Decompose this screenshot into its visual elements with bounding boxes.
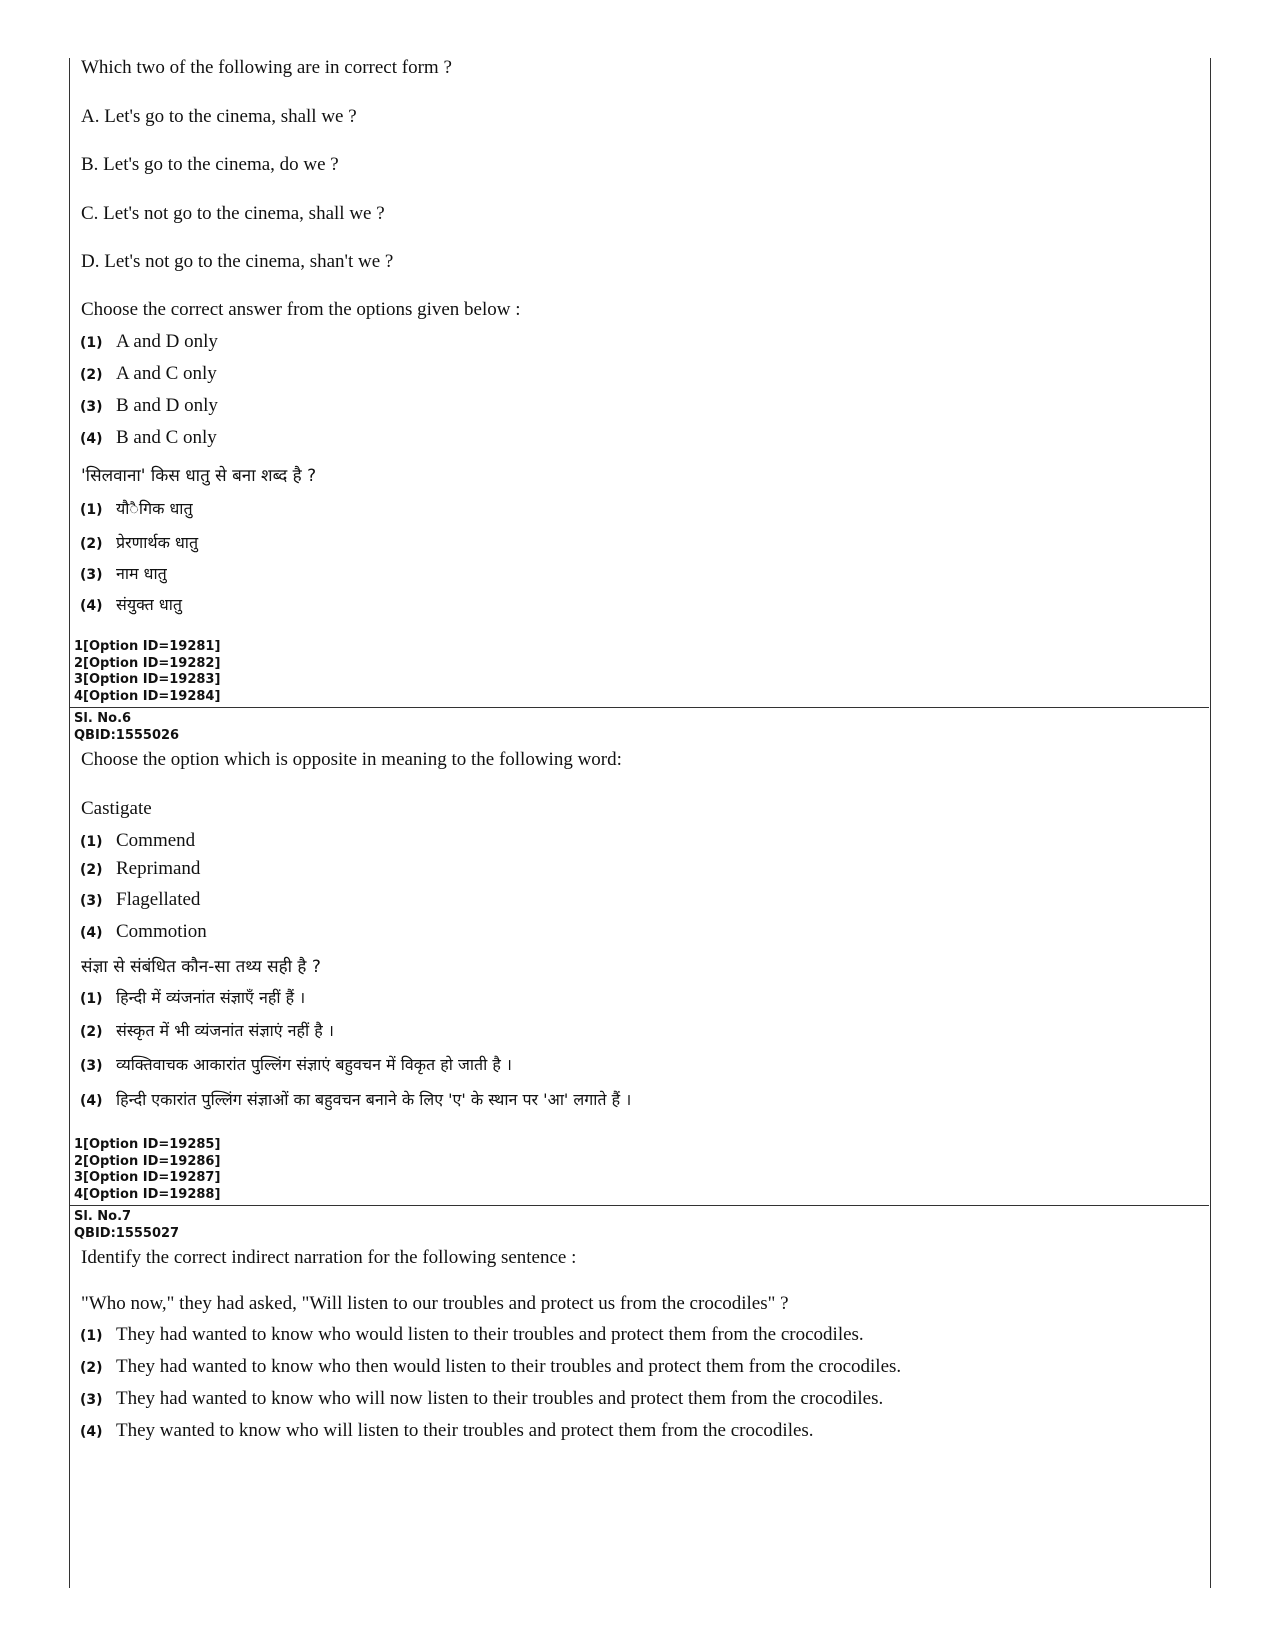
option-number: (1) [80,335,103,351]
option-number: (2) [80,1024,103,1040]
option-text: They had wanted to know who will now listen to their troubles and protect them from the crocodiles. [116,1388,884,1409]
hindi-question-stem: संज्ञा से संबंधित कौन-सा तथ्य सही है ? [81,957,321,977]
option-id: 4[Option ID=19284] [74,688,221,704]
hindi-option-2 [80,531,198,553]
option-id: 2[Option ID=19286] [74,1153,221,1169]
statement-c: C. Let's not go to the cinema, shall we ? [81,203,385,224]
option-number: (2) [80,862,103,878]
option-number: (4) [80,431,103,447]
option-4 [80,921,207,943]
hindi-option-2 [80,1019,334,1041]
serial-number: Sl. No.6 [74,711,132,726]
option-4 [80,1420,814,1442]
option-text: A and D only [116,331,218,352]
option-number: (4) [80,1424,103,1440]
option-2 [80,858,200,880]
section-divider-q6 [70,707,1209,708]
option-number: (3) [80,567,103,583]
option-text: Commend [116,830,196,851]
option-id: 1[Option ID=19285] [74,1137,221,1152]
option-number: (1) [80,502,103,518]
option-number: (1) [80,834,103,850]
option-number: (4) [80,925,103,941]
option-text: व्यक्तिवाचक आकारांत पुल्लिंग संज्ञाएं बहुवचन में विकृत हो जाती है । [116,1055,512,1074]
option-text: Reprimand [116,858,201,879]
hindi-option-1 [80,986,305,1008]
question-header [74,1209,179,1242]
statement-a: A. Let's go to the cinema, shall we ? [81,106,357,127]
option-text: प्रेरणार्थक धातु [116,533,199,552]
option-3 [80,1388,883,1410]
option-number: (2) [80,1360,103,1376]
question-stem: Which two of the following are in correct form ? [81,57,452,78]
option-id: 3[Option ID=19287] [74,1170,221,1185]
option-number: (2) [80,536,103,552]
option-text: नाम धातु [116,564,167,583]
hindi-option-3 [80,562,167,584]
option-ids [74,1137,220,1203]
option-text: संस्कृत में भी व्यंजनांत संज्ञाएं नहीं है । [116,1021,334,1040]
option-text: B and D only [116,395,218,416]
option-text: A and C only [116,363,217,384]
option-text: हिन्दी एकारांत पुल्लिंग संज्ञाओं का बहुवचन बनाने के लिए 'ए' के स्थान पर 'आ' लगाते हैं । [116,1090,632,1109]
question-stem: Identify the correct indirect narration for the following sentence : [81,1247,577,1268]
option-id: 2[Option ID=19282] [74,655,221,671]
option-id: 3[Option ID=19283] [74,672,221,687]
option-number: (2) [80,367,103,383]
instruction: Choose the correct answer from the options given below : [81,299,521,320]
option-3 [80,889,200,911]
option-1 [80,331,218,353]
option-text: They had wanted to know who would listen to their troubles and protect them from the crocodiles. [116,1324,864,1345]
statement-b: B. Let's go to the cinema, do we ? [81,154,339,175]
option-number: (3) [80,893,103,909]
option-number: (4) [80,1093,103,1109]
option-id: 1[Option ID=19281] [74,639,221,654]
option-number: (3) [80,399,103,415]
question-stem: Choose the option which is opposite in meaning to the following word: [81,749,622,770]
option-2 [80,363,217,385]
option-3 [80,395,218,417]
hindi-option-4 [80,593,182,615]
option-number: (1) [80,991,103,1007]
question-sentence: "Who now," they had asked, "Will listen to our troubles and protect us from the crocodiles" ? [81,1293,789,1314]
section-divider-q7 [70,1205,1209,1206]
option-4 [80,427,217,449]
hindi-option-3 [80,1053,512,1075]
option-text: They had wanted to know who then would listen to their troubles and protect them from the crocodiles. [116,1356,902,1377]
option-text: संयुक्त धातु [116,595,182,614]
option-number: (3) [80,1058,103,1074]
option-2 [80,1356,901,1378]
option-text: They wanted to know who will listen to their troubles and protect them from the crocodiles. [116,1420,814,1441]
option-text: Commotion [116,921,207,942]
option-text: हिन्दी में व्यंजनांत संज्ञाएँ नहीं हैं । [116,988,306,1007]
option-1 [80,1324,864,1346]
hindi-option-4 [80,1088,631,1110]
option-id: 4[Option ID=19288] [74,1186,221,1202]
qbid: QBID:1555026 [74,727,180,743]
option-text: Flagellated [116,889,201,910]
option-number: (4) [80,598,103,614]
option-ids [74,639,220,705]
option-text: B and C only [116,427,217,448]
hindi-question-stem: 'सिलवाना' किस धातु से बना शब्द है ? [81,466,317,486]
option-number: (3) [80,1392,103,1408]
serial-number: Sl. No.7 [74,1209,132,1224]
question-header [74,711,179,744]
option-text: यौ◌ैगिक धातु [116,499,193,518]
hindi-option-1 [80,497,193,519]
option-1 [80,830,195,852]
option-number: (1) [80,1328,103,1344]
qbid: QBID:1555027 [74,1225,180,1241]
question-word: Castigate [81,798,152,819]
statement-d: D. Let's not go to the cinema, shan't we ? [81,251,394,272]
